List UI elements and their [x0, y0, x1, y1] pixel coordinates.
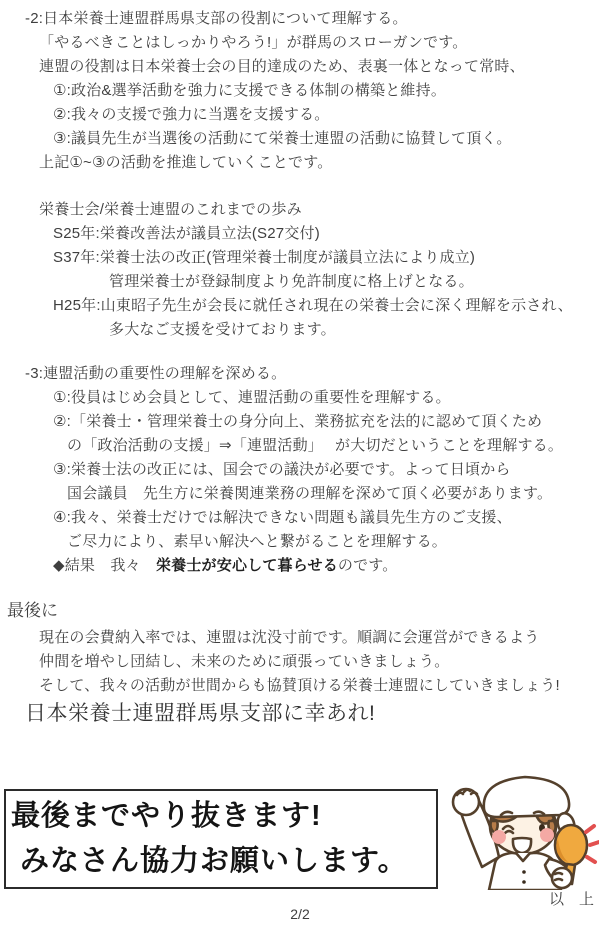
page-number: 2/2: [290, 906, 310, 922]
role-outro-line: 上記①~③の活動を推進していくことです。: [39, 154, 333, 171]
result-prefix: ◆結果 我々: [53, 557, 156, 574]
mascot-grip-hand: [552, 868, 572, 888]
pledge-line-1: 最後までやり抜きます!: [11, 800, 322, 832]
importance-item-3: ③:栄養士法の改正には、国会での議決が必要です。よって日頃から: [53, 461, 511, 478]
pledge-box: [4, 789, 438, 889]
history-s37-continuation: 管理栄養士が登録制度より免許制度に格上げとなる。: [109, 273, 474, 290]
role-item-2: ②:我々の支援で強力に当選を支援する。: [53, 106, 330, 123]
role-item-1: ①:政治&選挙活動を強力に支援できる体制の構築と維持。: [53, 82, 447, 99]
role-item-3: ③:議員先生が当選後の活動にて栄養士連盟の活動に協賛して頂く。: [53, 130, 512, 147]
mascot-hat: [484, 777, 569, 817]
importance-item-2-continuation: の「政治活動の支援」⇒「連盟活動」 が大切だということを理解する。: [67, 437, 564, 454]
pledge-line-2: みなさん協力お願いします。: [20, 845, 408, 877]
closing-mark: 以 上: [548, 891, 594, 908]
cheer-line: 日本栄養士連盟群馬県支部に幸あれ!: [25, 702, 376, 725]
closing-line-1: 現在の会費納入率では、連盟は沈没寸前です。順調に会運営ができるよう: [39, 629, 540, 646]
importance-item-3-continuation: 国会議員 先生方に栄養関連業務の理解を深めて頂く必要があります。: [67, 485, 553, 502]
closing-line-2: 仲間を増やし団結し、未来のために頑張っていきましょう。: [39, 653, 450, 670]
importance-item-1: ①:役員はじめ会員として、連盟活動の重要性を理解する。: [53, 389, 451, 406]
history-h25-line: H25年:山東昭子先生が会長に就任され現在の栄養士会に深く理解を示され、: [53, 297, 573, 314]
spacer: [0, 175, 600, 198]
role-intro-line: 連盟の役割は日本栄養士会の目的達成のため、表裏一体となって常時、: [39, 58, 525, 75]
history-s37-line: S37年:栄養士法の改正(管理栄養士制度が議員立法により成立): [53, 249, 476, 266]
history-s25-line: S25年:栄養改善法が議員立法(S27交付): [53, 225, 320, 242]
result-emphasis: 栄養士が安心して暮らせる: [155, 557, 338, 574]
closing-heading: 最後に: [7, 601, 58, 620]
history-heading: 栄養士会/栄養士連盟のこれまでの歩み: [39, 201, 302, 218]
role-section-heading: -2:日本栄養士連盟群馬県支部の役割について理解する。: [25, 10, 408, 27]
spacer: [0, 342, 600, 362]
role-slogan-line: 「やるべきことはしっかりやろう!」が群馬のスローガンです。: [39, 34, 468, 51]
importance-section-heading: -3:連盟活動の重要性の理解を深める。: [25, 365, 287, 382]
mascot-mouth: [513, 838, 531, 853]
closing-line-3: そして、我々の活動が世間からも協賛頂ける栄養士連盟にしていきましょう!: [39, 677, 560, 694]
result-suffix: のです。: [337, 557, 398, 574]
importance-item-4: ④:我々、栄養士だけでは解決できない問題も議員先生方のご支援、: [53, 509, 512, 526]
importance-item-2: ②:「栄養士・管理栄養士の身分向上、業務拡充を法的に認めて頂くため: [53, 413, 543, 430]
dietitian-mascot-illustration: [449, 769, 599, 890]
history-h25-continuation: 多大なご支援を受けております。: [109, 321, 336, 338]
importance-item-4-continuation: ご尽力により、素早い解決へと繋がることを理解する。: [67, 533, 448, 550]
mascot-blush: [492, 830, 506, 844]
mascot-blush: [540, 828, 554, 842]
mascot-rice-paddle: [555, 825, 587, 865]
importance-result-line: [0, 554, 600, 578]
